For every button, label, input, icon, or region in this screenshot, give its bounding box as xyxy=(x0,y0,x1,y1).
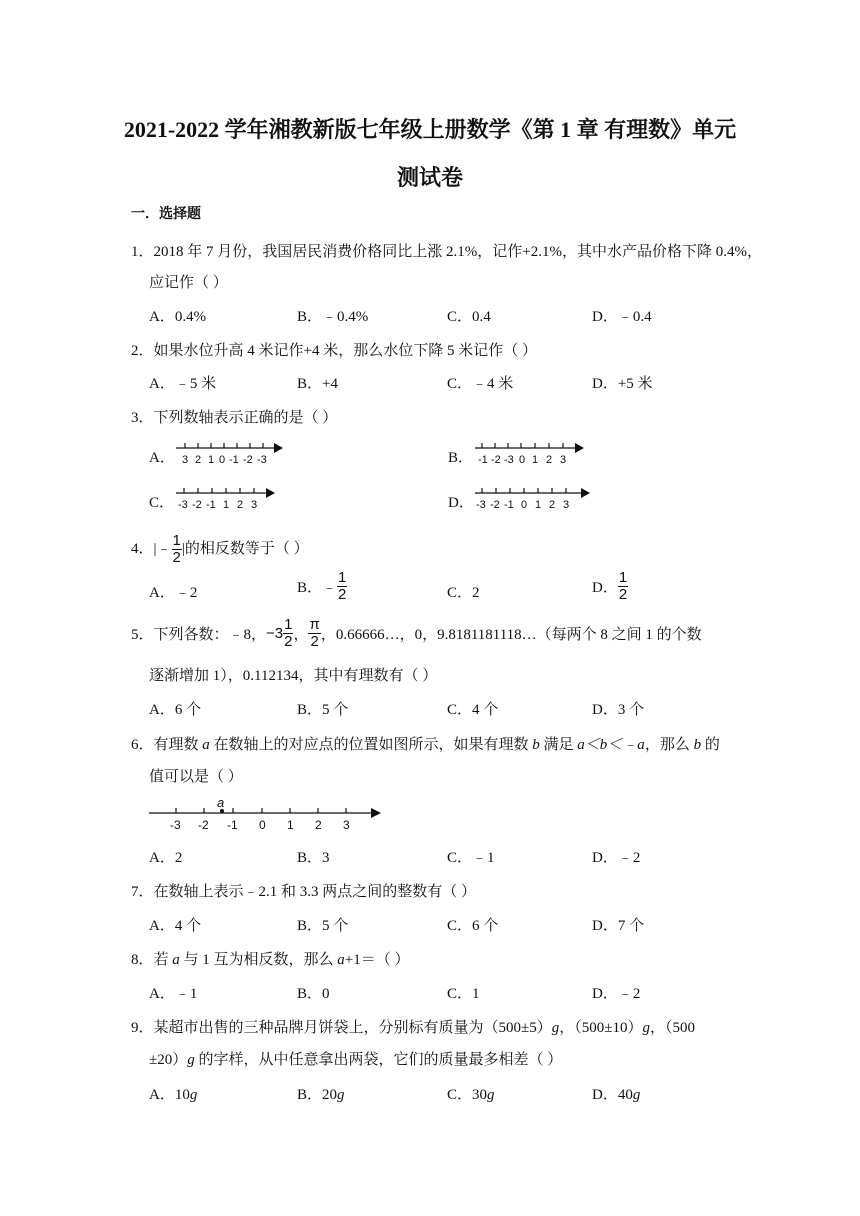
q5-mixed-int: −3 xyxy=(266,625,284,642)
q6-option-c: C．﹣1 xyxy=(447,850,495,866)
text: 与 1 互为相反数，那么 xyxy=(179,952,338,968)
inequality: a＜b＜﹣a xyxy=(577,737,645,753)
tick-label: 3 xyxy=(251,499,258,511)
q5-option-c: C．4 个 xyxy=(447,702,499,718)
point-a-label: a xyxy=(217,796,225,810)
tick-label: 0 xyxy=(519,454,526,466)
tick-label: 0 xyxy=(259,818,266,832)
var-b: b xyxy=(693,737,702,753)
unit-g: g xyxy=(551,1020,560,1036)
tick-label: 0 xyxy=(521,499,528,511)
q7-option-a: A．4 个 xyxy=(149,918,202,934)
q6-stem-line1 xyxy=(131,733,720,754)
tick-label: -2 xyxy=(198,818,209,832)
fraction-den: 2 xyxy=(338,586,347,603)
tick-label: 3 xyxy=(563,499,570,511)
q5-stem-line2: 逐渐增加 1），0.112134，其中有理数有（ ） xyxy=(149,668,438,684)
q4-stem-post: |的相反数等于（ ） xyxy=(181,540,309,557)
tick-label: -2 xyxy=(192,499,202,511)
page-title-line1: 2021-2022 学年湘教新版七年级上册数学《第 1 章 有理数》单元 xyxy=(123,117,737,142)
q8-option-b: B．0 xyxy=(297,986,330,1002)
option-text: B．20 xyxy=(297,1087,338,1103)
q5-pi-fraction xyxy=(308,617,320,650)
q5-option-b: B．5 个 xyxy=(297,702,349,718)
q1-option-b: B．﹣0.4% xyxy=(297,309,369,325)
q4-stem-pre: 4．|﹣ xyxy=(131,540,172,557)
tick-label: -2 xyxy=(491,454,501,466)
q5-option-d: D．3 个 xyxy=(592,702,645,718)
var-a: a xyxy=(202,737,210,753)
q5-stem-pre: 5．下列各数：﹣8， xyxy=(131,627,267,643)
q4-fraction-num: 1 xyxy=(172,532,181,549)
q4-option-b xyxy=(297,570,347,603)
fraction-num: 1 xyxy=(338,569,347,586)
tick-label: -3 xyxy=(170,818,181,832)
tick-label: 2 xyxy=(195,454,202,466)
q3-number-line-d xyxy=(473,485,593,511)
q6-option-d: D．﹣2 xyxy=(592,850,641,866)
q1-stem-line1: 1．2018 年 7 月份，我国居民消费价格同比上涨 2.1%，记作+2.1%，其中水产品价格下降 0.4%， xyxy=(131,244,762,260)
q3-option-c: C． xyxy=(149,495,175,511)
q5-sep: ， xyxy=(293,627,309,643)
q4-option-d xyxy=(592,570,628,603)
q4-option-a: A．﹣2 xyxy=(149,585,198,601)
q9-option-a xyxy=(149,1083,197,1104)
tick-label: 1 xyxy=(208,454,215,466)
tick-label: -1 xyxy=(206,499,216,511)
tick-label: -3 xyxy=(504,454,514,466)
q4-stem xyxy=(131,533,309,566)
fraction-den: 2 xyxy=(310,633,319,650)
q3-option-b: B． xyxy=(448,450,474,466)
q4-option-d-label: D． xyxy=(592,580,618,596)
q4-fraction-den: 2 xyxy=(172,549,181,566)
q9-option-d xyxy=(592,1083,640,1104)
q9-option-b xyxy=(297,1083,345,1104)
q2-option-d: D．+5 米 xyxy=(592,376,653,392)
unit-g: g xyxy=(187,1052,195,1068)
fraction-den: 2 xyxy=(284,633,293,650)
q6-stem-line2: 值可以是（ ） xyxy=(149,769,243,785)
unit-g: g xyxy=(487,1087,495,1103)
option-text: C．30 xyxy=(447,1087,488,1103)
q4-option-d-fraction xyxy=(618,570,628,603)
fraction-den: 2 xyxy=(618,586,628,603)
var-b: b xyxy=(532,737,540,753)
tick-label: 3 xyxy=(182,454,189,466)
q7-option-b: B．5 个 xyxy=(297,918,349,934)
tick-label: 3 xyxy=(560,454,567,466)
q5-stem-line1 xyxy=(131,617,702,650)
section-heading: 一．选择题 xyxy=(131,207,201,222)
q8-option-d: D．﹣2 xyxy=(592,986,641,1002)
fraction-num: π xyxy=(309,616,320,633)
tick-label: -1 xyxy=(229,454,239,466)
tick-label: 2 xyxy=(237,499,244,511)
unit-g: g xyxy=(337,1087,345,1103)
q2-option-b: B．+4 xyxy=(297,376,338,392)
q1-option-c: C．0.4 xyxy=(447,309,491,325)
q4-fraction xyxy=(172,533,182,566)
tick-label: -2 xyxy=(243,454,253,466)
unit-g: g xyxy=(642,1020,650,1036)
q9-option-c xyxy=(447,1083,495,1104)
tick-label: 2 xyxy=(546,454,553,466)
tick-label: -3 xyxy=(178,499,188,511)
var-a: a xyxy=(172,952,180,968)
fraction-num: 1 xyxy=(284,616,293,633)
q6-option-b: B．3 xyxy=(297,850,330,866)
q8-option-a: A．﹣1 xyxy=(149,986,198,1002)
q3-number-line-a xyxy=(174,440,284,466)
q1-option-d: D．﹣0.4 xyxy=(592,309,652,325)
tick-label: 1 xyxy=(287,818,294,832)
tick-label: -1 xyxy=(478,454,488,466)
unit-g: g xyxy=(632,1087,641,1103)
q1-option-a: A．0.4% xyxy=(149,309,207,325)
tick-label: -2 xyxy=(490,499,500,511)
text: 6．有理数 xyxy=(131,737,203,753)
fraction-num: 1 xyxy=(618,569,628,586)
q7-stem: 7．在数轴上表示﹣2.1 和 3.3 两点之间的整数有（ ） xyxy=(131,884,477,900)
q5-mixed-fraction xyxy=(283,617,293,650)
q9-stem-line2 xyxy=(149,1048,562,1069)
tick-label: -1 xyxy=(504,499,514,511)
text: ±20） xyxy=(149,1052,188,1068)
tick-label: 3 xyxy=(343,818,350,832)
q8-stem xyxy=(131,948,410,969)
text: 满足 xyxy=(539,737,578,753)
q3-option-d: D． xyxy=(448,495,474,511)
tick-label: 1 xyxy=(532,454,539,466)
text: 8．若 xyxy=(131,952,173,968)
q2-option-c: C．﹣4 米 xyxy=(447,376,514,392)
q4-option-b-label: B．﹣ xyxy=(297,580,338,596)
tick-label: 2 xyxy=(315,818,322,832)
text: ，（500±10） xyxy=(559,1020,643,1036)
text: 9．某超市出售的三种品牌月饼袋上，分别标有质量为（500±5） xyxy=(131,1020,552,1036)
tick-label: 2 xyxy=(549,499,556,511)
tick-label: -3 xyxy=(476,499,486,511)
tick-label: 1 xyxy=(535,499,542,511)
q7-option-c: C．6 个 xyxy=(447,918,499,934)
text: ，（500 xyxy=(649,1020,695,1036)
tick-label: -3 xyxy=(257,454,267,466)
text: ，那么 xyxy=(644,737,694,753)
q4-option-b-fraction xyxy=(337,570,347,603)
unit-g: g xyxy=(189,1087,198,1103)
var-a: a xyxy=(337,952,345,968)
q3-stem: 3．下列数轴表示正确的是（ ） xyxy=(131,410,338,426)
option-text: A．10 xyxy=(149,1087,190,1103)
q8-option-c: C．1 xyxy=(447,986,480,1002)
q3-option-a: A． xyxy=(149,450,175,466)
q6-option-a: A．2 xyxy=(149,850,183,866)
q3-number-line-b xyxy=(473,440,585,466)
text: +1＝（ ） xyxy=(344,952,410,968)
text: 在数轴上的对应点的位置如图所示，如果有理数 xyxy=(209,737,533,753)
option-text: D．40 xyxy=(592,1087,633,1103)
q3-number-line-c xyxy=(174,485,278,511)
page-title-line2: 测试卷 xyxy=(396,165,463,190)
q2-option-a: A．﹣5 米 xyxy=(149,376,217,392)
tick-label: -1 xyxy=(227,818,238,832)
text: 的字样，从中任意拿出两袋，它们的质量最多相差（ ） xyxy=(194,1052,563,1068)
tick-label: 0 xyxy=(219,454,226,466)
q6-number-line xyxy=(147,796,387,834)
q4-option-c: C．2 xyxy=(447,585,480,601)
tick-label: 1 xyxy=(223,499,230,511)
q5-stem-post: ，0.66666…，0，9.8181181118…（每两个 8 之间 1 的个数 xyxy=(320,627,702,643)
text: 的 xyxy=(701,737,720,753)
q2-stem: 2．如果水位升高 4 米记作+4 米，那么水位下降 5 米记作（ ） xyxy=(131,343,537,359)
q1-stem-line2: 应记作（ ） xyxy=(149,275,228,291)
q7-option-d: D．7 个 xyxy=(592,918,645,934)
q5-option-a: A．6 个 xyxy=(149,702,202,718)
q9-stem-line1 xyxy=(131,1016,695,1037)
